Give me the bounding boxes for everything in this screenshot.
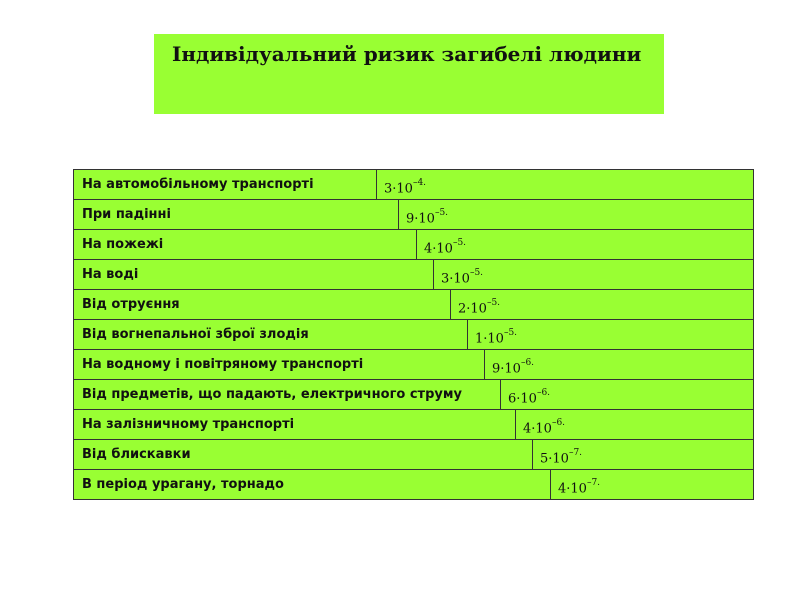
table-row [74,320,753,350]
row-value [384,170,426,200]
value-exponent: –6. [536,388,551,398]
table-row [74,230,753,260]
row-label: В період урагану, торнадо [82,477,284,492]
value-exponent: –5. [434,208,449,218]
value-mantissa: 3·10 [384,181,413,197]
value-divider [433,260,434,290]
table-row [74,290,753,320]
table-row [74,200,753,230]
row-value [558,470,600,500]
row-label: При падінні [82,207,171,222]
row-label: Від отруєння [82,297,180,312]
value-exponent: –5. [469,268,484,278]
value-divider [376,170,377,200]
row-label: На автомобільному транспорті [82,177,314,192]
row-label: Від блискавки [82,447,191,462]
table-row [74,470,753,500]
row-value [540,440,582,470]
table-row [74,380,753,410]
value-mantissa: 5·10 [540,451,569,467]
row-value [523,410,565,440]
row-label: На водному і повітряному транспорті [82,357,364,372]
title-box [154,34,664,114]
value-divider [500,380,501,410]
risk-table [73,169,754,500]
row-label: Від вогнепальної зброї злодія [82,327,309,342]
value-mantissa: 9·10 [406,211,435,227]
value-divider [398,200,399,230]
value-exponent: –5. [486,298,501,308]
value-divider [484,350,485,380]
row-label: На воді [82,267,139,282]
row-label: На залізничному транспорті [82,417,295,432]
value-mantissa: 1·10 [475,331,504,347]
value-mantissa: 4·10 [424,241,453,257]
value-mantissa: 4·10 [558,481,587,497]
row-value [424,230,466,260]
row-value [492,350,534,380]
page-title: Індивідуальний ризик загибелі людини [172,42,642,66]
row-value [475,320,517,350]
value-mantissa: 3·10 [441,271,470,287]
value-exponent: –7. [586,478,601,488]
value-exponent: –6. [520,358,535,368]
value-mantissa: 6·10 [508,391,537,407]
value-divider [416,230,417,260]
table-row [74,410,753,440]
value-exponent: –5. [503,328,518,338]
row-value [508,380,550,410]
value-divider [532,440,533,470]
value-mantissa: 2·10 [458,301,487,317]
row-value [441,260,483,290]
value-divider [450,290,451,320]
value-exponent: –7. [568,448,583,458]
value-exponent: –5. [452,238,467,248]
value-mantissa: 9·10 [492,361,521,377]
row-label: Від предметів, що падають, електричного струму [82,387,462,402]
table-row [74,440,753,470]
table-row [74,260,753,290]
value-mantissa: 4·10 [523,421,552,437]
value-divider [467,320,468,350]
value-divider [550,470,551,500]
table-row [74,170,753,200]
row-value [458,290,500,320]
value-divider [515,410,516,440]
table-row [74,350,753,380]
row-value [406,200,448,230]
value-exponent: –4. [412,178,427,188]
value-exponent: –6. [551,418,566,428]
row-label: На пожежі [82,237,164,252]
